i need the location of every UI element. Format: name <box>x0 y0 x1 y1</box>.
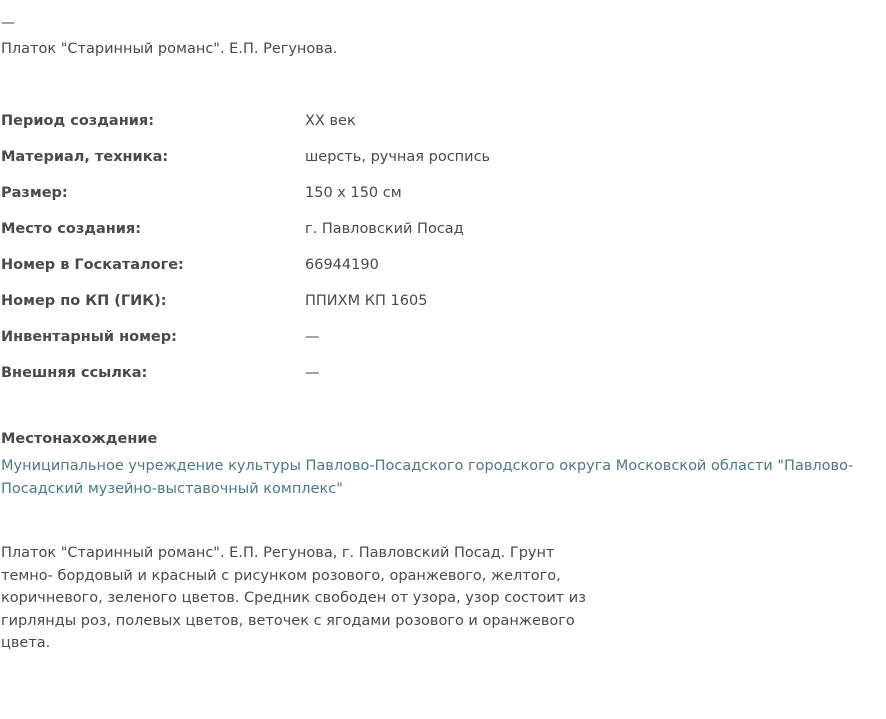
property-label: Номер в Госкаталоге: <box>1 257 184 273</box>
property-row-inventory <box>1 319 881 355</box>
property-row-place <box>1 211 881 247</box>
property-row-period <box>1 103 881 139</box>
property-value: г. Павловский Посад <box>305 221 464 237</box>
property-row-material <box>1 139 881 175</box>
property-row-kp <box>1 283 881 319</box>
property-row-external-link <box>1 355 881 391</box>
property-label: Место создания: <box>1 221 142 237</box>
property-value: шерсть, ручная роспись <box>305 149 491 165</box>
property-label: Внешняя ссылка: <box>1 365 148 381</box>
location-heading: Местонахождение <box>1 431 158 447</box>
property-label: Период создания: <box>1 113 154 129</box>
properties-list <box>1 103 881 391</box>
property-label: Размер: <box>1 185 68 201</box>
property-row-size <box>1 175 881 211</box>
property-value: XX век <box>305 113 356 129</box>
item-description: Платок "Старинный романс". Е.П. Регунова, г. Павловский Посад. Грунт темно- бордовый и красный с рисунком розового, оранжевого, желтого, коричневого, зеленого цветов. Средник свободен от узора, узор состоит из гирлянды роз, полевых цветов, веточек с ягодами розового и оранжевого цвета. <box>1 545 586 651</box>
item-subtitle: Платок "Старинный романс". Е.П. Регунова. <box>1 41 338 57</box>
property-label: Материал, техника: <box>1 149 169 165</box>
property-row-goscatalog <box>1 247 881 283</box>
property-value: 150 х 150 см <box>305 185 402 201</box>
property-label: Инвентарный номер: <box>1 329 177 345</box>
museum-link[interactable]: Муниципальное учреждение культуры Павлово-Посадского городского округа Московской области "Павлово-Посадский музейно-выставочный комплекс" <box>1 458 854 497</box>
property-value: 66944190 <box>305 257 379 273</box>
property-label: Номер по КП (ГИК): <box>1 293 167 309</box>
property-value: — <box>305 365 320 381</box>
property-value: ППИХМ КП 1605 <box>305 293 428 309</box>
header-dash: — <box>1 15 15 31</box>
property-value: — <box>305 329 320 345</box>
